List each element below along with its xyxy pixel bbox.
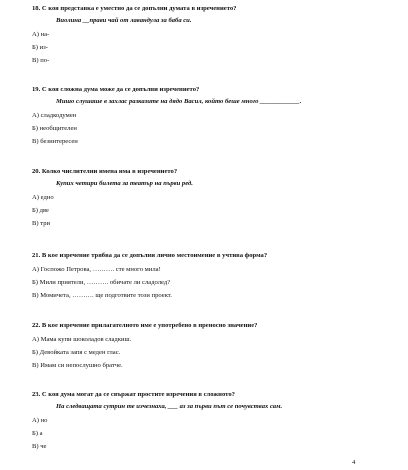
answer-option[interactable]: Б) Девойката запя с меден глас. [32,349,121,356]
answer-options [32,336,382,370]
question-sentence: На следващата сутрин те изчезнаха, ___ аз за първи път се почувствах сам. [56,403,283,410]
answer-option[interactable]: А) Мама купи шоколадов сладкиш. [32,336,132,343]
question-21 [32,252,382,300]
answer-options [32,194,382,228]
answer-option[interactable]: А) едно [32,194,54,201]
answer-option[interactable]: В) по- [32,57,50,64]
answer-option[interactable]: Б) из- [32,44,48,51]
question-sentence: Мишо слушаше в захлас разказите на дядо Васил, който беше много ____________. [56,98,302,105]
answer-option[interactable]: А) сладкодумен [32,112,77,119]
answer-option[interactable]: А) но [32,417,48,424]
question-title: 22. В кое изречение прилагателното име е употребено в преносно значение? [32,322,258,329]
question-title: 18. С коя представка е уместно да се допълни думата в изречението? [32,5,237,12]
question-18 [32,5,382,65]
answer-option[interactable]: В) Имам си непослушно братче. [32,362,123,369]
answer-option[interactable]: В) Момичета, ………. ще подготвите този проект. [32,292,172,299]
question-title: 21. В кое изречение трябва да се допълни лично местоимение в учтива форма? [32,252,268,259]
question-title: 19. С коя сложна дума може да се допълни изречението? [32,86,200,93]
question-22 [32,322,382,370]
answer-option[interactable]: А) на- [32,31,50,38]
answer-option[interactable]: Б) а [32,430,43,437]
answer-option[interactable]: Б) необщителен [32,125,77,132]
answer-option[interactable]: А) Госпожо Петрова, ………. сте много мила! [32,266,161,273]
question-title: 23. С коя дума могат да се свържат простите изречения в сложното? [32,391,235,398]
answer-options [32,112,382,146]
answer-options [32,266,382,300]
answer-option[interactable]: Б) две [32,207,49,214]
page-number: 4 [352,459,356,466]
question-20 [32,168,382,228]
answer-options [32,31,382,65]
question-sentence: Виолина __прави чай от лавандула за баба си. [56,17,192,24]
answer-option[interactable]: В) безинтересен [32,138,78,145]
answer-option[interactable]: Б) Мили приятели, ………. обичате ли сладолед? [32,279,171,286]
question-sentence: Купих четири билета за театър на първи ред. [56,180,193,187]
answer-option[interactable]: В) три [32,220,51,227]
question-19 [32,86,382,146]
answer-options [32,417,382,451]
question-23 [32,391,382,451]
question-title: 20. Колко числителни имена има в изречението? [32,168,178,175]
answer-option[interactable]: В) че [32,443,47,450]
